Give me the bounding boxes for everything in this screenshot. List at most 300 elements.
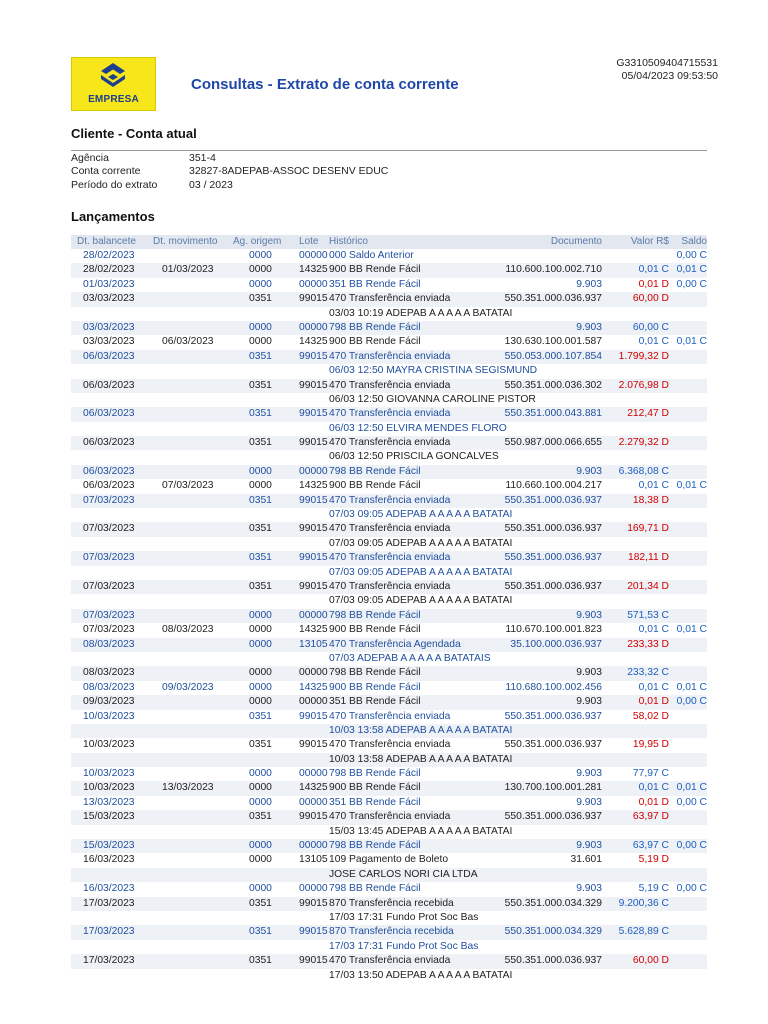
cell-val: 0,01 C xyxy=(638,681,669,693)
cell-doc: 550.351.000.036.302 xyxy=(504,379,602,391)
client-divider xyxy=(71,150,707,151)
cell-lote: 99015 xyxy=(299,739,328,751)
cell-lote: 00000 xyxy=(299,667,328,679)
cell-hist: 06/03 12:50 ELVIRA MENDES FLORO xyxy=(329,422,507,434)
cell-dt: 07/03/2023 xyxy=(83,580,135,592)
cell-ag: 0351 xyxy=(249,408,272,420)
cell-val: 60,00 D xyxy=(632,955,669,967)
cell-val: 233,33 D xyxy=(627,638,669,650)
table-row xyxy=(71,335,707,349)
cell-mov: 07/03/2023 xyxy=(162,480,214,492)
cell-doc: 550.351.000.036.937 xyxy=(504,955,602,967)
cell-lote: 00000 xyxy=(299,250,328,261)
cell-ag: 0000 xyxy=(249,264,272,276)
cell-lote: 00000 xyxy=(299,696,328,708)
cell-hist: 470 Transferência enviada xyxy=(329,739,451,751)
cell-saldo: 0,00 C xyxy=(676,278,707,290)
cell-doc: 110.680.100.002.456 xyxy=(505,681,602,693)
cell-dt: 13/03/2023 xyxy=(83,796,135,808)
cell-val: 5,19 C xyxy=(638,883,669,895)
cell-doc: 550.351.000.034.329 xyxy=(504,897,602,909)
document-meta xyxy=(616,57,718,83)
cell-hist: 870 Transferência recebida xyxy=(329,897,454,909)
table-row xyxy=(71,537,707,551)
table-row[interactable] xyxy=(71,407,707,421)
cell-hist: 17/03 17:31 Fundo Prot Soc Bas xyxy=(329,940,479,952)
cell-dt: 06/03/2023 xyxy=(83,379,135,391)
cell-hist: 470 Transferência enviada xyxy=(329,552,451,564)
table-row[interactable] xyxy=(71,551,707,565)
entries-table xyxy=(71,235,707,983)
bank-logo-icon xyxy=(96,62,130,92)
cell-lote: 13105 xyxy=(299,854,328,866)
table-row xyxy=(71,781,707,795)
table-row xyxy=(71,479,707,493)
info-label: Conta corrente xyxy=(71,165,141,177)
cell-dt: 17/03/2023 xyxy=(83,955,135,967)
cell-val: 0,01 D xyxy=(638,278,669,290)
cell-hist: 10/03 13:58 ADEPAB A A A A A BATATAI xyxy=(329,753,513,765)
cell-dt: 03/03/2023 xyxy=(83,336,135,348)
cell-dt: 06/03/2023 xyxy=(83,480,135,492)
cell-saldo: 0,01 C xyxy=(676,681,707,693)
cell-hist: 06/03 12:50 PRISCILA GONCALVES xyxy=(329,451,499,463)
cell-ag: 0000 xyxy=(249,638,272,650)
cell-doc: 110.660.100.004.217 xyxy=(505,480,602,492)
col-header-dt-balancete: Dt. balancete xyxy=(77,236,136,247)
cell-val: 60,00 D xyxy=(632,293,669,305)
cell-hist: 470 Transferência enviada xyxy=(329,580,451,592)
cell-lote: 99015 xyxy=(299,552,328,564)
cell-dt: 07/03/2023 xyxy=(83,523,135,535)
cell-lote: 99015 xyxy=(299,350,328,362)
cell-lote: 99015 xyxy=(299,494,328,506)
cell-dt: 28/02/2023 xyxy=(83,264,135,276)
table-row xyxy=(71,307,707,321)
table-row xyxy=(71,868,707,882)
cell-ag: 0000 xyxy=(249,250,272,261)
cell-ag: 0000 xyxy=(249,696,272,708)
cell-saldo: 0,01 C xyxy=(676,336,707,348)
cell-ag: 0000 xyxy=(249,336,272,348)
cell-lote: 99015 xyxy=(299,408,328,420)
table-body xyxy=(71,249,707,983)
cell-ag: 0000 xyxy=(249,768,272,780)
cell-doc: 550.351.000.036.937 xyxy=(504,552,602,564)
cell-saldo: 0,00 C xyxy=(676,840,707,852)
table-row xyxy=(71,897,707,911)
page-title: Consultas - Extrato de conta corrente xyxy=(191,76,459,93)
cell-saldo: 0,01 C xyxy=(676,264,707,276)
cell-doc: 550.053.000.107.854 xyxy=(504,350,602,362)
client-section-title: Cliente - Conta atual xyxy=(71,126,197,141)
cell-dt: 06/03/2023 xyxy=(83,437,135,449)
table-row[interactable] xyxy=(71,350,707,364)
cell-dt: 07/03/2023 xyxy=(83,609,135,621)
table-row xyxy=(71,594,707,608)
cell-hist: 798 BB Rende Fácil xyxy=(329,321,421,333)
cell-hist: 10/03 13:58 ADEPAB A A A A A BATATAI xyxy=(329,724,513,736)
cell-doc: 550.351.000.043.881 xyxy=(504,408,602,420)
cell-dt: 15/03/2023 xyxy=(83,811,135,823)
cell-saldo: 0,00 C xyxy=(676,250,707,261)
cell-hist: 07/03 09:05 ADEPAB A A A A A BATATAI xyxy=(329,595,513,607)
cell-hist: 470 Transferência enviada xyxy=(329,350,451,362)
cell-dt: 03/03/2023 xyxy=(83,293,135,305)
cell-doc: 550.987.000.066.655 xyxy=(504,437,602,449)
cell-hist: 351 BB Rende Fácil xyxy=(329,796,421,808)
cell-hist: 03/03 10:19 ADEPAB A A A A A BATATAI xyxy=(329,307,513,319)
cell-doc: 9.903 xyxy=(576,840,602,852)
cell-doc: 9.903 xyxy=(576,465,602,477)
cell-dt: 09/03/2023 xyxy=(83,696,135,708)
cell-doc: 130.630.100.001.587 xyxy=(504,336,602,348)
cell-doc: 31.601 xyxy=(570,854,602,866)
cell-lote: 00000 xyxy=(299,883,328,895)
cell-doc: 550.351.000.036.937 xyxy=(504,523,602,535)
cell-dt: 10/03/2023 xyxy=(83,782,135,794)
cell-lote: 14325 xyxy=(299,264,328,276)
cell-val: 77,97 C xyxy=(632,768,669,780)
cell-ag: 0000 xyxy=(249,465,272,477)
cell-doc: 130.700.100.001.281 xyxy=(504,782,602,794)
cell-lote: 00000 xyxy=(299,609,328,621)
cell-ag: 0351 xyxy=(249,580,272,592)
cell-val: 0,01 C xyxy=(638,782,669,794)
cell-ag: 0000 xyxy=(249,854,272,866)
cell-ag: 0351 xyxy=(249,293,272,305)
table-row[interactable] xyxy=(71,494,707,508)
table-row[interactable] xyxy=(71,882,707,896)
table-row xyxy=(71,666,707,680)
table-row[interactable] xyxy=(71,321,707,335)
cell-hist: 07/03 ADEPAB A A A A A BATATAIS xyxy=(329,652,491,664)
table-row[interactable] xyxy=(71,796,707,810)
cell-doc: 9.903 xyxy=(576,321,602,333)
table-header xyxy=(71,235,707,249)
cell-dt: 28/02/2023 xyxy=(83,250,135,261)
cell-val: 5.628,89 C xyxy=(618,926,669,938)
cell-dt: 06/03/2023 xyxy=(83,408,135,420)
cell-mov: 08/03/2023 xyxy=(162,624,214,636)
cell-doc: 9.903 xyxy=(576,609,602,621)
cell-lote: 99015 xyxy=(299,379,328,391)
cell-hist: 06/03 12:50 GIOVANNA CAROLINE PISTOR xyxy=(329,393,536,405)
cell-lote: 00000 xyxy=(299,768,328,780)
col-header-valor: Valor R$ xyxy=(630,236,669,247)
table-row xyxy=(71,623,707,637)
cell-hist: 470 Transferência enviada xyxy=(329,494,451,506)
cell-val: 0,01 D xyxy=(638,696,669,708)
cell-val: 0,01 C xyxy=(638,336,669,348)
cell-dt: 07/03/2023 xyxy=(83,494,135,506)
cell-ag: 0000 xyxy=(249,667,272,679)
col-header-historico: Histórico xyxy=(329,236,368,247)
table-row[interactable] xyxy=(71,609,707,623)
cell-ag: 0351 xyxy=(249,897,272,909)
cell-val: 0,01 C xyxy=(638,264,669,276)
cell-saldo: 0,01 C xyxy=(676,624,707,636)
cell-dt: 06/03/2023 xyxy=(83,465,135,477)
table-row[interactable] xyxy=(71,278,707,292)
cell-val: 18,38 D xyxy=(632,494,669,506)
table-row xyxy=(71,263,707,277)
table-row[interactable] xyxy=(71,249,707,263)
cell-ag: 0000 xyxy=(249,883,272,895)
cell-ag: 0000 xyxy=(249,681,272,693)
cell-val: 1.799,32 D xyxy=(618,350,669,362)
cell-hist: 470 Transferência enviada xyxy=(329,408,451,420)
cell-ag: 0351 xyxy=(249,811,272,823)
cell-hist: 470 Transferência enviada xyxy=(329,379,451,391)
cell-hist: 900 BB Rende Fácil xyxy=(329,336,421,348)
cell-hist: 798 BB Rende Fácil xyxy=(329,768,421,780)
cell-ag: 0000 xyxy=(249,796,272,808)
cell-doc: 9.903 xyxy=(576,883,602,895)
table-row[interactable] xyxy=(71,767,707,781)
cell-dt: 08/03/2023 xyxy=(83,638,135,650)
cell-hist: 470 Transferência Agendada xyxy=(329,638,461,650)
col-header-dt-movimento: Dt. movimento xyxy=(153,236,218,247)
cell-lote: 00000 xyxy=(299,840,328,852)
table-row xyxy=(71,522,707,536)
cell-dt: 16/03/2023 xyxy=(83,883,135,895)
table-row xyxy=(71,810,707,824)
cell-lote: 99015 xyxy=(299,811,328,823)
cell-lote: 99015 xyxy=(299,926,328,938)
cell-hist: 870 Transferência recebida xyxy=(329,926,454,938)
cell-doc: 9.903 xyxy=(576,278,602,290)
cell-doc: 550.351.000.036.937 xyxy=(504,494,602,506)
cell-val: 19,95 D xyxy=(632,739,669,751)
table-row[interactable] xyxy=(71,465,707,479)
table-row[interactable] xyxy=(71,652,707,666)
cell-dt: 16/03/2023 xyxy=(83,854,135,866)
cell-dt: 08/03/2023 xyxy=(83,667,135,679)
cell-val: 0,01 C xyxy=(638,480,669,492)
cell-hist: 798 BB Rende Fácil xyxy=(329,465,421,477)
cell-hist: 000 Saldo Anterior xyxy=(329,250,414,261)
cell-mov: 06/03/2023 xyxy=(162,336,214,348)
cell-val: 9.200,36 C xyxy=(618,897,669,909)
cell-doc: 9.903 xyxy=(576,696,602,708)
cell-val: 60,00 C xyxy=(632,321,669,333)
cell-hist: 900 BB Rende Fácil xyxy=(329,264,421,276)
cell-dt: 17/03/2023 xyxy=(83,926,135,938)
cell-saldo: 0,00 C xyxy=(676,696,707,708)
cell-lote: 99015 xyxy=(299,523,328,535)
cell-dt: 03/03/2023 xyxy=(83,321,135,333)
cell-doc: 110.600.100.002.710 xyxy=(505,264,602,276)
cell-lote: 99015 xyxy=(299,293,328,305)
table-row[interactable] xyxy=(71,566,707,580)
table-row xyxy=(71,853,707,867)
cell-dt: 10/03/2023 xyxy=(83,710,135,722)
table-row[interactable] xyxy=(71,422,707,436)
cell-doc: 550.351.000.036.937 xyxy=(504,710,602,722)
cell-dt: 17/03/2023 xyxy=(83,897,135,909)
table-row xyxy=(71,580,707,594)
cell-ag: 0351 xyxy=(249,523,272,535)
cell-val: 201,34 D xyxy=(627,580,669,592)
cell-val: 182,11 D xyxy=(627,552,669,564)
cell-doc: 550.351.000.036.937 xyxy=(504,580,602,592)
table-row xyxy=(71,393,707,407)
table-row[interactable] xyxy=(71,710,707,724)
info-value: 32827-8ADEPAB-ASSOC DESENV EDUC xyxy=(189,165,389,177)
col-header-ag-origem: Ag. origem xyxy=(233,236,282,247)
cell-doc: 9.903 xyxy=(576,768,602,780)
cell-hist: 07/03 09:05 ADEPAB A A A A A BATATAI xyxy=(329,566,513,578)
cell-hist: 15/03 13:45 ADEPAB A A A A A BATATAI xyxy=(329,825,513,837)
cell-ag: 0351 xyxy=(249,350,272,362)
table-row[interactable] xyxy=(71,925,707,939)
table-row xyxy=(71,753,707,767)
table-row[interactable] xyxy=(71,940,707,954)
cell-dt: 10/03/2023 xyxy=(83,768,135,780)
info-label: Agência xyxy=(71,152,109,164)
cell-ag: 0351 xyxy=(249,379,272,391)
cell-ag: 0000 xyxy=(249,321,272,333)
cell-lote: 00000 xyxy=(299,465,328,477)
cell-ag: 0000 xyxy=(249,278,272,290)
cell-hist: 07/03 09:05 ADEPAB A A A A A BATATAI xyxy=(329,537,513,549)
cell-val: 63,97 C xyxy=(632,840,669,852)
cell-saldo: 0,00 C xyxy=(676,796,707,808)
table-row xyxy=(71,695,707,709)
cell-dt: 15/03/2023 xyxy=(83,840,135,852)
cell-hist: 470 Transferência enviada xyxy=(329,955,451,967)
table-row[interactable] xyxy=(71,508,707,522)
table-row[interactable] xyxy=(71,839,707,853)
cell-mov: 09/03/2023 xyxy=(162,681,214,693)
cell-dt: 07/03/2023 xyxy=(83,552,135,564)
cell-ag: 0000 xyxy=(249,782,272,794)
cell-hist: 470 Transferência enviada xyxy=(329,437,451,449)
table-row[interactable] xyxy=(71,638,707,652)
cell-val: 63,97 D xyxy=(632,811,669,823)
cell-ag: 0000 xyxy=(249,480,272,492)
cell-saldo: 0,01 C xyxy=(676,782,707,794)
cell-val: 233,32 C xyxy=(627,667,669,679)
cell-hist: 351 BB Rende Fácil xyxy=(329,696,421,708)
cell-hist: 06/03 12:50 MAYRA CRISTINA SEGISMUND xyxy=(329,365,538,377)
cell-hist: 470 Transferência enviada xyxy=(329,293,451,305)
table-row xyxy=(71,379,707,393)
cell-hist: 798 BB Rende Fácil xyxy=(329,840,421,852)
cell-hist: 900 BB Rende Fácil xyxy=(329,480,421,492)
cell-doc: 550.351.000.036.937 xyxy=(504,811,602,823)
cell-hist: 109 Pagamento de Boleto xyxy=(329,854,449,866)
cell-lote: 14325 xyxy=(299,782,328,794)
cell-lote: 14325 xyxy=(299,336,328,348)
cell-mov: 13/03/2023 xyxy=(162,782,214,794)
cell-dt: 06/03/2023 xyxy=(83,350,135,362)
cell-ag: 0000 xyxy=(249,609,272,621)
cell-doc: 110.670.100.001.823 xyxy=(505,624,602,636)
cell-saldo: 0,01 C xyxy=(676,480,707,492)
cell-doc: 35.100.000.036.937 xyxy=(510,638,602,650)
cell-doc: 550.351.000.036.937 xyxy=(504,739,602,751)
cell-hist: 470 Transferência enviada xyxy=(329,710,451,722)
cell-val: 571,53 C xyxy=(627,609,669,621)
cell-lote: 99015 xyxy=(299,897,328,909)
cell-hist: 798 BB Rende Fácil xyxy=(329,883,421,895)
cell-lote: 99015 xyxy=(299,955,328,967)
cell-lote: 14325 xyxy=(299,624,328,636)
table-row xyxy=(71,292,707,306)
cell-lote: 99015 xyxy=(299,710,328,722)
cell-val: 6.368,08 C xyxy=(618,465,669,477)
table-row xyxy=(71,911,707,925)
cell-ag: 0000 xyxy=(249,840,272,852)
cell-ag: 0351 xyxy=(249,437,272,449)
info-label: Período do extrato xyxy=(71,179,158,191)
table-row[interactable] xyxy=(71,364,707,378)
cell-ag: 0000 xyxy=(249,624,272,636)
table-row xyxy=(71,738,707,752)
cell-val: 2.279,32 D xyxy=(618,437,669,449)
cell-ag: 0351 xyxy=(249,552,272,564)
cell-val: 212,47 D xyxy=(627,408,669,420)
cell-hist: 351 BB Rende Fácil xyxy=(329,278,421,290)
cell-hist: 900 BB Rende Fácil xyxy=(329,782,421,794)
cell-val: 58,02 D xyxy=(632,710,669,722)
table-row[interactable] xyxy=(71,681,707,695)
info-value: 351-4 xyxy=(189,152,216,164)
cell-lote: 00000 xyxy=(299,321,328,333)
cell-val: 0,01 C xyxy=(638,624,669,636)
cell-doc: 9.903 xyxy=(576,796,602,808)
cell-dt: 10/03/2023 xyxy=(83,739,135,751)
cell-dt: 07/03/2023 xyxy=(83,624,135,636)
cell-val: 169,71 D xyxy=(627,523,669,535)
table-row xyxy=(71,969,707,983)
entries-section-title: Lançamentos xyxy=(71,209,155,224)
bank-logo xyxy=(71,57,156,111)
cell-hist: 470 Transferência enviada xyxy=(329,811,451,823)
col-header-lote: Lote xyxy=(299,236,319,247)
cell-dt: 01/03/2023 xyxy=(83,278,135,290)
cell-lote: 99015 xyxy=(299,580,328,592)
cell-lote: 13105 xyxy=(299,638,328,650)
table-row[interactable] xyxy=(71,724,707,738)
cell-hist: 17/03 13:50 ADEPAB A A A A A BATATAI xyxy=(329,969,513,981)
cell-doc: 550.351.000.036.937 xyxy=(504,293,602,305)
cell-doc: 550.351.000.034.329 xyxy=(504,926,602,938)
cell-lote: 00000 xyxy=(299,796,328,808)
cell-lote: 99015 xyxy=(299,437,328,449)
cell-lote: 00000 xyxy=(299,278,328,290)
cell-ag: 0351 xyxy=(249,739,272,751)
cell-saldo: 0,00 C xyxy=(676,883,707,895)
table-row xyxy=(71,954,707,968)
cell-hist: 900 BB Rende Fácil xyxy=(329,681,421,693)
cell-lote: 14325 xyxy=(299,480,328,492)
cell-val: 0,01 D xyxy=(638,796,669,808)
col-header-saldo: Saldo xyxy=(681,236,707,247)
cell-ag: 0351 xyxy=(249,926,272,938)
logo-label: EMPRESA xyxy=(88,94,139,105)
cell-hist: JOSE CARLOS NORI CIA LTDA xyxy=(329,868,478,880)
cell-val: 2.076,98 D xyxy=(618,379,669,391)
cell-dt: 08/03/2023 xyxy=(83,681,135,693)
cell-val: 5,19 D xyxy=(638,854,669,866)
cell-ag: 0351 xyxy=(249,494,272,506)
table-row xyxy=(71,450,707,464)
cell-hist: 900 BB Rende Fácil xyxy=(329,624,421,636)
document-code: G3310509404715531 xyxy=(616,57,718,69)
